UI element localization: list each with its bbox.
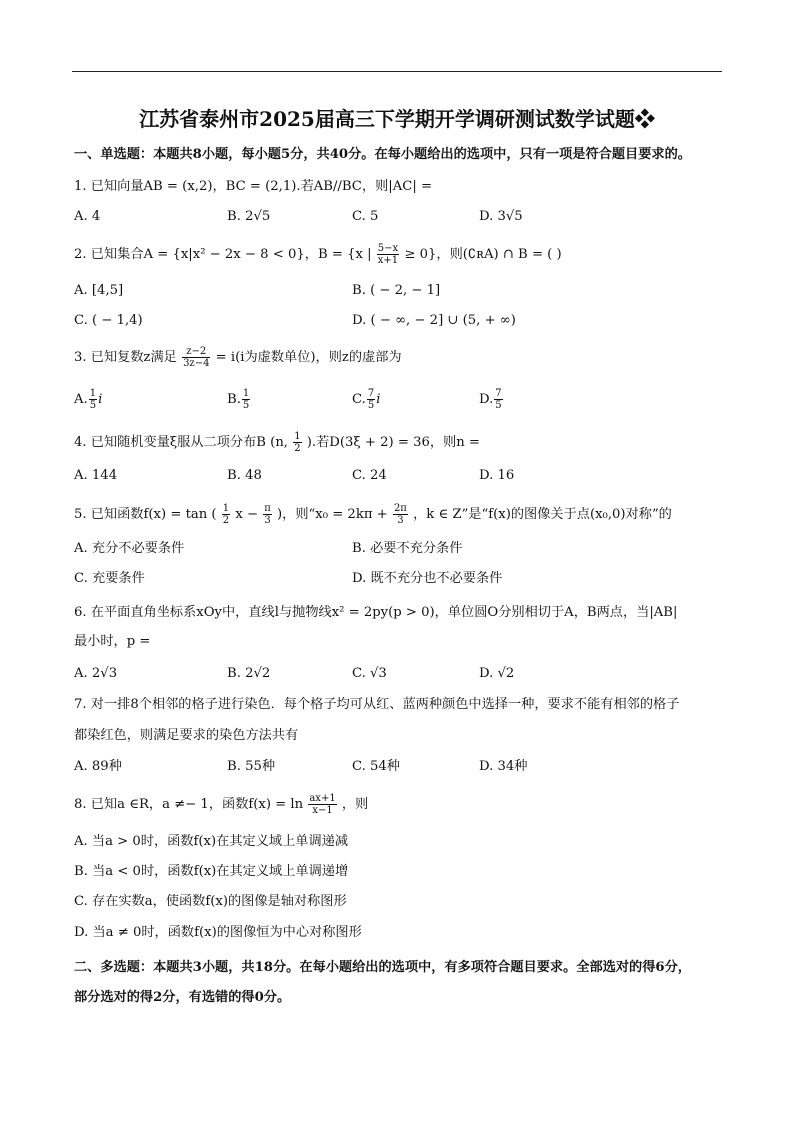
q2-option-a[interactable]: A. [4,5] xyxy=(74,283,124,298)
q5-fraction-3 xyxy=(393,503,408,526)
q3-a-label: A. xyxy=(74,392,88,407)
q5-f3-den: 3 xyxy=(397,515,404,526)
q4-option-d[interactable]: D. 16 xyxy=(479,468,515,483)
q8-frac-den: x−1 xyxy=(312,805,333,816)
q8-fraction xyxy=(308,793,336,816)
q8-stem xyxy=(74,793,734,816)
q3-b-den: 5 xyxy=(242,400,250,411)
q8-option-d[interactable]: D. 当a ≠ 0时，函数f(x)的图像恒为中心对称图形 xyxy=(74,925,362,940)
q7-stem-line2: 都染红色，则满足要求的染色方法共有 xyxy=(74,728,299,743)
q8-option-a[interactable]: A. 当a > 0时，函数f(x)在其定义域上单调递减 xyxy=(74,834,349,849)
q4-stem-post: ).若D(3ξ + 2) = 36，则n = xyxy=(306,435,480,450)
section2-heading-line1: 二、多选题：本题共3小题，共18分。在每小题给出的选项中，有多项符合题目要求。全部选对的得6分， xyxy=(74,960,691,975)
q1-option-d[interactable]: D. 3√5 xyxy=(479,209,523,224)
q5-option-a[interactable]: A. 充分不必要条件 xyxy=(74,541,185,556)
q2-option-d[interactable]: D. ( − ∞, − 2] ∪ (5, + ∞) xyxy=(352,313,516,328)
q2-option-c[interactable]: C. ( − 1,4) xyxy=(74,313,143,328)
q3-b-num: 1 xyxy=(242,388,250,399)
q6-option-a[interactable]: A. 2√3 xyxy=(74,666,118,681)
q3-d-den: 5 xyxy=(495,400,502,411)
q4-option-c[interactable]: C. 24 xyxy=(352,468,387,483)
q6-option-d[interactable]: D. √2 xyxy=(479,666,515,681)
q8-option-c[interactable]: C. 存在实数a，使函数f(x)的图像是轴对称图形 xyxy=(74,894,347,909)
page-title: 江苏省泰州市2025届高三下学期开学调研测试数学试题❖ xyxy=(139,107,655,131)
q3-stem-pre: 3. 已知复数z满足 xyxy=(74,350,177,365)
q4-stem-pre: 4. 已知随机变量ξ服从二项分布B (n, xyxy=(74,435,288,450)
q3-frac-den: 3z−4 xyxy=(183,358,210,369)
q8-stem-post: ，则 xyxy=(341,797,369,812)
q1-option-c[interactable]: C. 5 xyxy=(352,209,379,224)
q4-frac-num: 1 xyxy=(294,431,301,442)
q4-frac-den: 2 xyxy=(294,443,301,454)
section2-heading-line2: 部分选对的得2分，有选错的得0分。 xyxy=(74,990,291,1005)
q5-stem xyxy=(74,503,734,526)
q3-stem xyxy=(74,346,734,369)
q2-stem-post: ≥ 0}，则(∁ʀA) ∩ B = ( ) xyxy=(404,247,562,262)
q5-option-c[interactable]: C. 充要条件 xyxy=(74,571,145,586)
q4-fraction xyxy=(293,431,301,454)
q8-frac-num: ax+1 xyxy=(309,793,336,804)
q6-stem-line2: 最小时，p = xyxy=(74,634,151,649)
header-rule xyxy=(72,71,722,72)
q8-option-b[interactable]: B. 当a < 0时，函数f(x)在其定义域上单调递增 xyxy=(74,864,349,879)
q5-option-b[interactable]: B. 必要不充分条件 xyxy=(352,541,463,556)
q7-option-c[interactable]: C. 54种 xyxy=(352,759,400,774)
q8-stem-pre: 8. 已知a ∈R，a ≠− 1，函数f(x) = ln xyxy=(74,797,304,812)
section1-heading: 一、单选题：本题共8小题，每小题5分，共40分。在每小题给出的选项中，只有一项是符合题目要求的。 xyxy=(74,147,691,162)
q3-c-suffix: i xyxy=(376,392,381,407)
q6-stem-line1: 6. 在平面直角坐标系xOy中，直线l与抛物线x² = 2py(p > 0)，单位圆O分别相切于A，B两点，当|AB| xyxy=(74,605,678,620)
q2-stem-pre: 2. 已知集合A = {x|x² − 2x − 8 < 0}，B = {x | xyxy=(74,247,372,262)
q1-option-a[interactable]: A. 4 xyxy=(74,209,101,224)
q3-frac-num: z−2 xyxy=(182,346,210,358)
q3-stem-post: = i(i为虚数单位)，则z的虚部为 xyxy=(215,350,402,365)
q5-stem-mid1: x − xyxy=(235,507,259,522)
q5-stem-pre: 5. 已知函数f(x) = tan ( xyxy=(74,507,217,522)
q2-frac-num: 5−x xyxy=(377,243,399,254)
q3-c-num: 7 xyxy=(367,388,375,399)
q7-option-b[interactable]: B. 55种 xyxy=(227,759,276,774)
q5-f1-num: 1 xyxy=(222,503,230,514)
q3-option-c[interactable] xyxy=(352,388,380,411)
q2-frac-den: x+1 xyxy=(377,255,399,266)
q5-stem-post: ，k ∈ Z”是“f(x)的图像关于点(x₀,0)对称”的 xyxy=(413,507,672,522)
q1-option-b[interactable]: B. 2√5 xyxy=(227,209,271,224)
q7-option-a[interactable]: A. 89种 xyxy=(74,759,122,774)
q3-c-label: C. xyxy=(352,392,366,407)
q5-f2-num: π xyxy=(264,503,271,514)
q3-a-num: 1 xyxy=(89,388,97,399)
q3-option-d[interactable] xyxy=(479,388,504,411)
q5-fraction-1 xyxy=(222,503,230,526)
q3-a-suffix: i xyxy=(98,392,103,407)
q3-option-b[interactable] xyxy=(227,388,251,411)
q3-d-label: D. xyxy=(479,392,494,407)
q5-option-d[interactable]: D. 既不充分也不必要条件 xyxy=(352,571,503,586)
q3-option-a[interactable] xyxy=(74,388,102,411)
q3-b-fraction xyxy=(242,388,250,411)
q5-fraction-2 xyxy=(263,503,272,526)
q6-option-c[interactable]: C. √3 xyxy=(352,666,387,681)
q2-fraction xyxy=(377,243,399,266)
q7-option-d[interactable]: D. 34种 xyxy=(479,759,528,774)
q4-stem xyxy=(74,431,734,454)
q4-option-a[interactable]: A. 144 xyxy=(74,468,118,483)
q5-f1-den: 2 xyxy=(222,515,230,526)
q1-stem: 1. 已知向量AB = (x,2)，BC = (2,1).若AB//BC，则|AC| = xyxy=(74,179,433,194)
q3-c-fraction xyxy=(367,388,375,411)
q6-option-b[interactable]: B. 2√2 xyxy=(227,666,271,681)
q3-b-label: B. xyxy=(227,392,241,407)
q3-fraction xyxy=(182,346,210,369)
q5-stem-mid2: )，则“x₀ = 2kπ + xyxy=(277,507,388,522)
q3-a-den: 5 xyxy=(89,400,97,411)
q5-f3-num: 2π xyxy=(393,503,407,514)
q3-c-den: 5 xyxy=(367,400,375,411)
q7-stem-line1: 7. 对一排8个相邻的格子进行染色．每个格子均可从红、蓝两种颜色中选择一种，要求不能有相邻的格子 xyxy=(74,697,680,712)
q3-d-fraction xyxy=(494,388,502,411)
q2-option-b[interactable]: B. ( − 2, − 1] xyxy=(352,283,441,298)
q5-f2-den: 3 xyxy=(264,515,271,526)
q3-d-num: 7 xyxy=(495,388,502,399)
q2-stem xyxy=(74,243,734,266)
q4-option-b[interactable]: B. 48 xyxy=(227,468,262,483)
q3-a-fraction xyxy=(89,388,97,411)
